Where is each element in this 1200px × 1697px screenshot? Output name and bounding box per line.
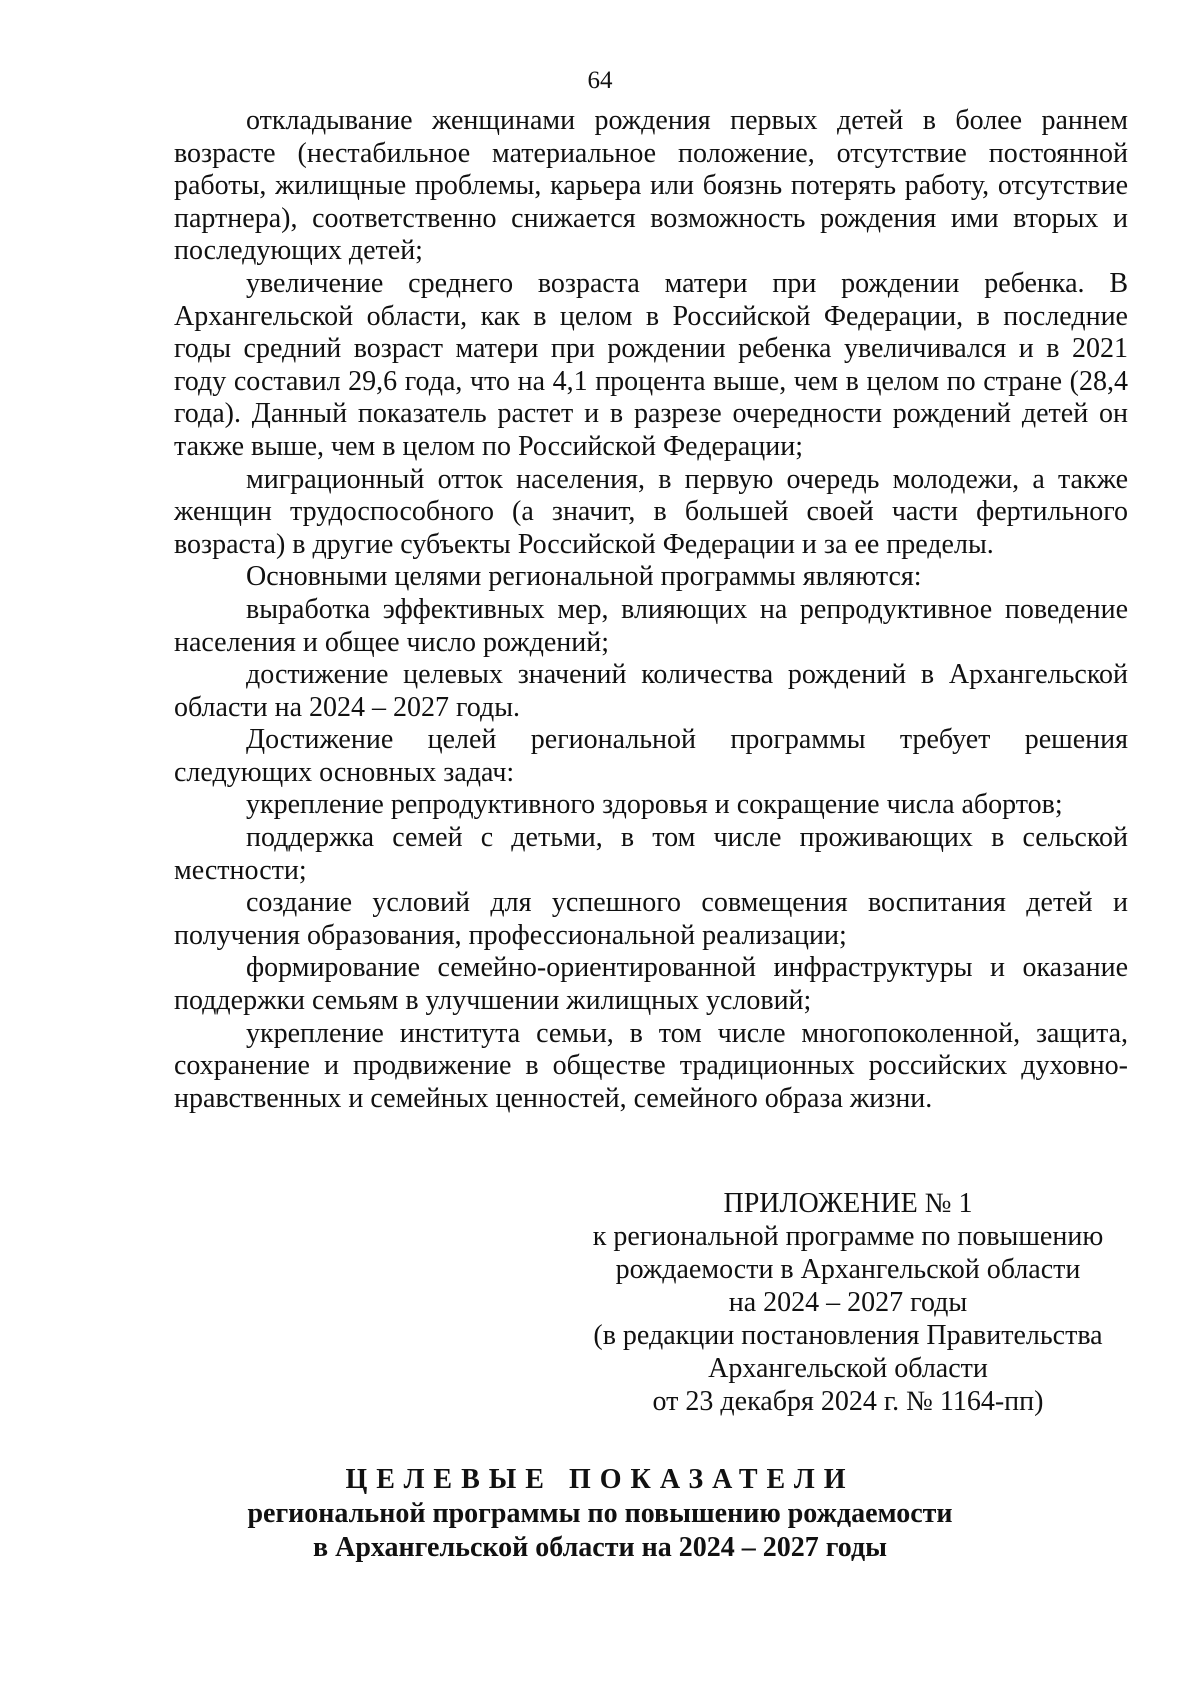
- paragraph: Достижение целей региональной программы требует решения следующих основных задач:: [174, 724, 1128, 788]
- appendix-line: рождаемости в Архангельской области: [615, 1254, 1081, 1285]
- appendix-header: [592, 1187, 1104, 1418]
- page-number: 64: [587, 67, 613, 94]
- appendix-line: (в редакции постановления Правительства: [593, 1320, 1103, 1351]
- paragraph: миграционный отток населения, в первую очередь молодежи, а также женщин трудоспособного (а значит, в большей своей части фертильного возраста) в другие субъекты Российской Федерации и за ее пределы.: [174, 463, 1128, 560]
- paragraph: увеличение среднего возраста матери при рождении ребенка. В Архангельской области, как в целом в Российской Федерации, в последние годы средний возраст матери при рождении ребенка увеличивался и в 2021 году составил 29,6 года, что на 4,1 процента выше, чем в целом по стране (28,4 года). Данный показатель растет и в разрезе очередности рождений детей он также выше, чем в целом по Российской Федерации;: [174, 267, 1128, 462]
- section-title: [0, 1463, 1200, 1565]
- paragraph: достижение целевых значений количества рождений в Архангельской области на 2024 – 2027 годы.: [174, 659, 1128, 723]
- paragraph: создание условий для успешного совмещения воспитания детей и получения образования, профессиональной реализации;: [174, 887, 1128, 951]
- paragraph: укрепление репродуктивного здоровья и сокращение числа абортов;: [246, 789, 1063, 821]
- title-subheading: региональной программы по повышению рождаемости: [247, 1498, 953, 1529]
- appendix-line: на 2024 – 2027 годы: [728, 1287, 968, 1318]
- paragraph: выработка эффективных мер, влияющих на репродуктивное поведение населения и общее число рождений;: [174, 593, 1128, 658]
- paragraph: Основными целями региональной программы являются:: [246, 561, 922, 593]
- appendix-line: Архангельской области: [708, 1353, 988, 1384]
- appendix-label: ПРИЛОЖЕНИЕ № 1: [723, 1188, 973, 1219]
- paragraph: откладывание женщинами рождения первых детей в более раннем возрасте (нестабильное материальное положение, отсутствие постоянной работы, жилищные проблемы, карьера или боязнь потерять работу, отсутствие партнера), соответственно снижается возможность рождения ими вторых и последующих детей;: [174, 105, 1128, 267]
- appendix-line: от 23 декабря 2024 г. № 1164-пп): [652, 1386, 1044, 1417]
- appendix-line: к региональной программе по повышению: [592, 1221, 1104, 1252]
- body-text: [174, 105, 1128, 1115]
- paragraph: укрепление института семьи, в том числе многопоколенной, защита, сохранение и продвижение в обществе традиционных российских духовно-нравственных и семейных ценностей, семейного образа жизни.: [174, 1017, 1128, 1114]
- title-subheading: в Архангельской области на 2024 – 2027 годы: [313, 1532, 887, 1563]
- paragraph: формирование семейно-ориентированной инфраструктуры и оказание поддержки семьям в улучшении жилищных условий;: [174, 952, 1128, 1017]
- title-heading: ЦЕЛЕВЫЕ ПОКАЗАТЕЛИ: [345, 1464, 855, 1495]
- paragraph: поддержка семей с детьми, в том числе проживающих в сельской местности;: [174, 822, 1128, 886]
